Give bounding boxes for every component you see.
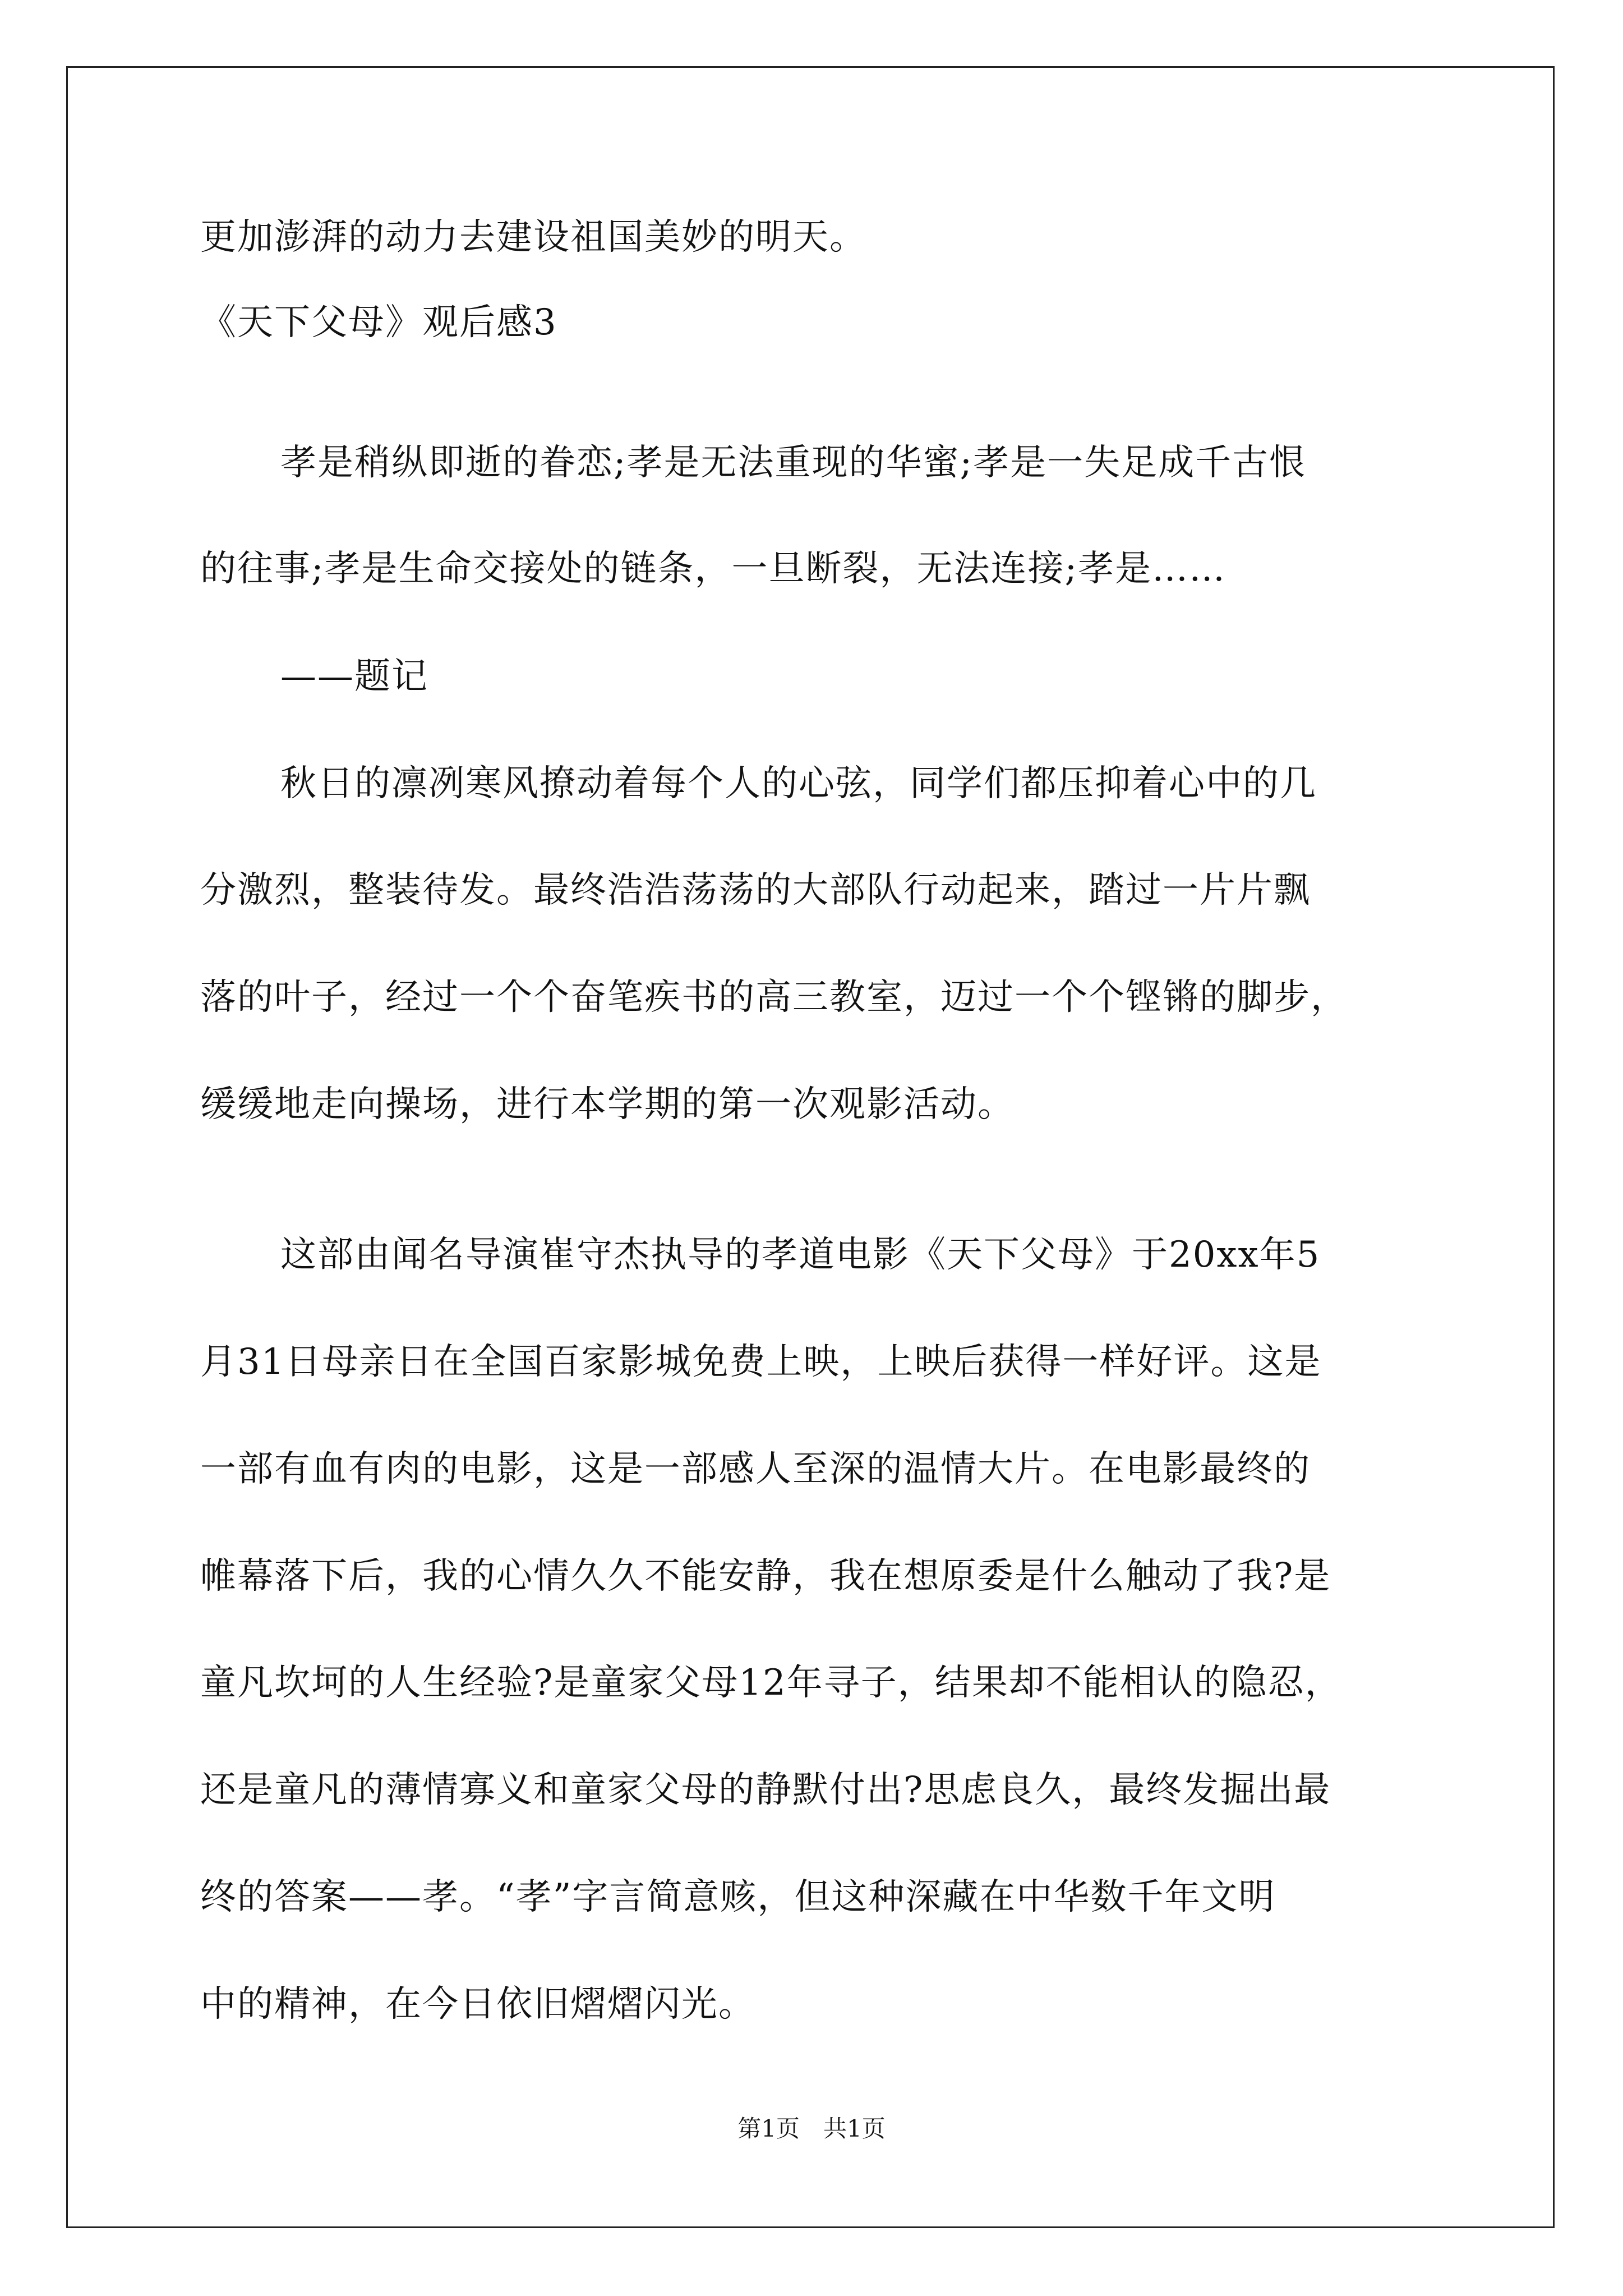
paragraph-2-line-4: 帷幕落下后，我的心情久久不能安静，我在想原委是什么触动了我?是 <box>200 1556 1331 1597</box>
page-number-footer: 第1页 共1页 <box>737 2115 886 2142</box>
paragraph-2-line-5: 童凡坎坷的人生经验?是童家父母12年寻子，结果却不能相认的隐忍， <box>200 1662 1342 1704</box>
epigraph-line-1: 孝是稍纵即逝的眷恋;孝是无法重现的华蜜;孝是一失足成千古恨 <box>280 442 1307 484</box>
paragraph-2-line-2: 月31日母亲日在全国百家影城免费上映，上映后获得一样好评。这是 <box>200 1341 1322 1383</box>
paragraph-2-line-6: 还是童凡的薄情寡义和童家父母的静默付出?思虑良久，最终发掘出最 <box>200 1769 1331 1811</box>
paragraph-1-line-1: 秋日的凛冽寒风撩动着每个人的心弦，同学们都压抑着心中的几 <box>280 763 1317 804</box>
paragraph-2-line-8: 中的精神，在今日依旧熠熠闪光。 <box>200 1984 755 2025</box>
paragraph-1-line-4: 缓缓地走向操场，进行本学期的第一次观影活动。 <box>200 1084 1015 1125</box>
paragraph-2-line-7: 终的答案——孝。“孝”字言简意赅，但这种深藏在中华数千年文明 <box>200 1876 1276 1918</box>
paragraph-2-line-3: 一部有血有肉的电影，这是一部感人至深的温情大片。在电影最终的 <box>200 1448 1311 1490</box>
paragraph-1-line-2: 分激烈，整装待发。最终浩浩荡荡的大部队行动起来，踏过一片片飘 <box>200 869 1311 911</box>
paragraph-1-line-3: 落的叶子，经过一个个奋笔疾书的高三教室，迈过一个个铿锵的脚步， <box>200 977 1348 1018</box>
paragraph-2-line-1: 这部由闻名导演崔守杰执导的孝道电影《天下父母》于20xx年5 <box>280 1234 1321 1276</box>
epigraph-line-2: 的往事;孝是生命交接处的链条，一旦断裂，无法连接;孝是…… <box>200 548 1227 590</box>
section-heading: 《天下父母》观后感3 <box>200 302 557 343</box>
epigraph-attribution: ——题记 <box>280 656 428 697</box>
text-line-1: 更加澎湃的动力去建设祖国美妙的明天。 <box>200 217 866 258</box>
